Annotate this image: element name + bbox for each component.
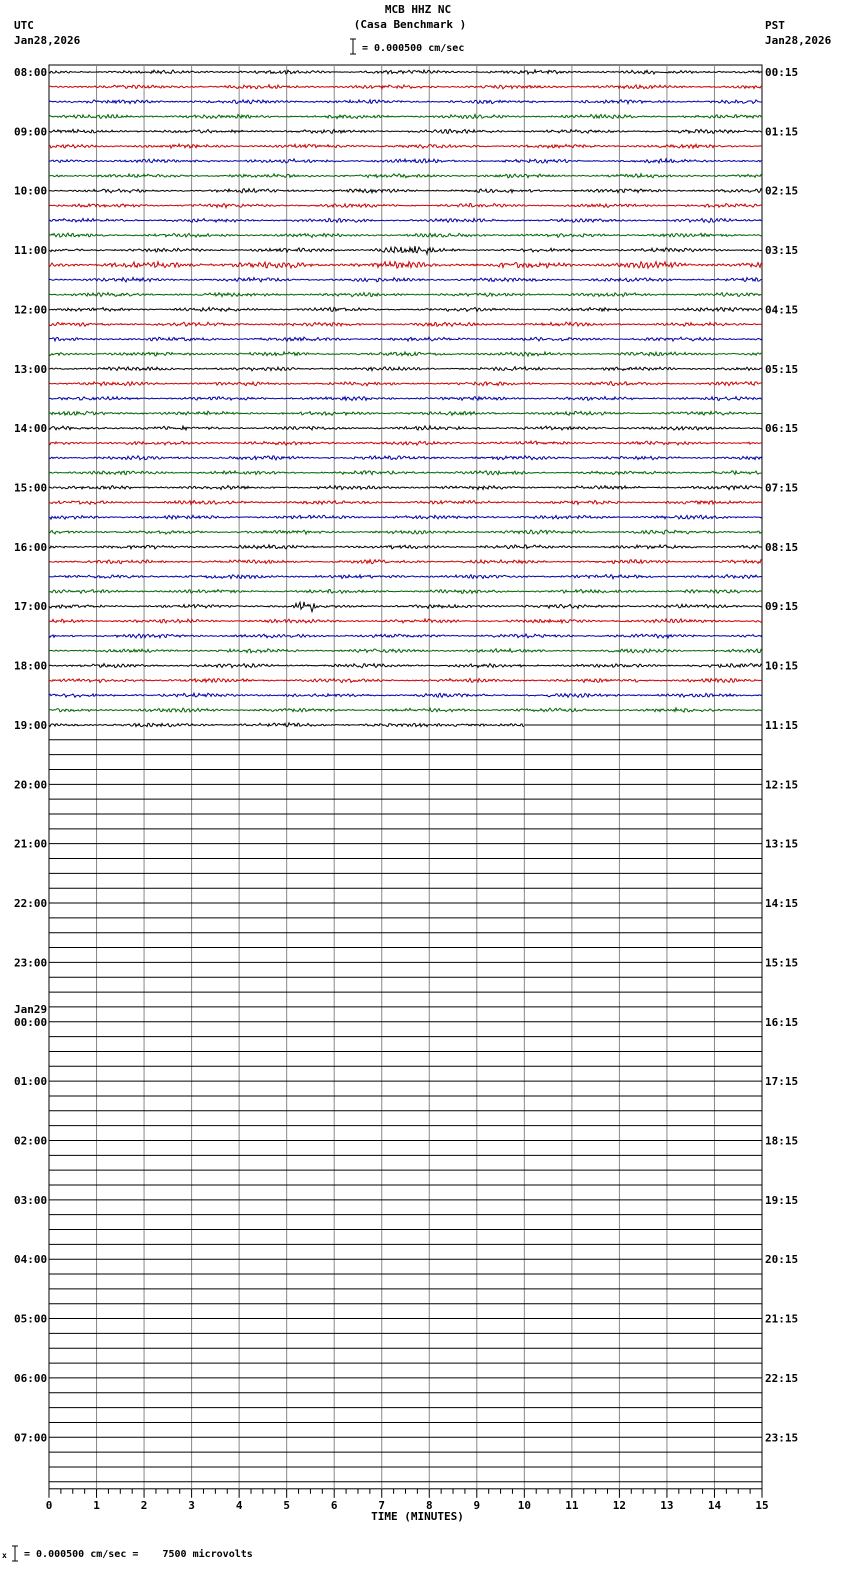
x-tick-label: 10 (517, 1498, 531, 1512)
utc-time-label: 03:00 (14, 1193, 48, 1207)
pst-time-label: 04:15 (765, 303, 799, 317)
utc-time-label: 17:00 (14, 600, 48, 614)
seismic-trace (49, 100, 762, 104)
x-tick-label: 6 (330, 1498, 338, 1512)
seismic-trace (49, 456, 762, 460)
seismic-trace (49, 619, 762, 623)
pst-time-label: 18:15 (765, 1134, 799, 1148)
seismic-trace (49, 708, 762, 712)
utc-time-label: 00:00 (14, 1015, 48, 1029)
utc-time-label: 13:00 (14, 362, 48, 376)
seismic-trace (49, 560, 762, 564)
pst-time-label: 19:15 (765, 1193, 799, 1207)
x-tick-label: 12 (612, 1498, 627, 1512)
seismic-trace (49, 426, 762, 430)
x-tick-label: 5 (283, 1498, 290, 1512)
utc-time-label: 22:00 (14, 897, 48, 911)
seismic-trace (49, 382, 762, 386)
seismic-trace (49, 634, 762, 638)
utc-time-label: 06:00 (14, 1371, 48, 1385)
seismic-trace (49, 515, 762, 519)
seismic-trace (49, 500, 762, 504)
seismic-trace (49, 293, 762, 297)
x-tick-label: 4 (235, 1498, 243, 1512)
pst-time-label: 00:15 (765, 66, 799, 79)
pst-time-label: 23:15 (765, 1431, 799, 1445)
utc-time-label: 08:00 (14, 66, 48, 79)
seismic-trace (49, 471, 762, 475)
utc-time-label: 01:00 (14, 1075, 48, 1089)
utc-date-label: Jan29 (14, 1002, 48, 1016)
seismic-trace (49, 218, 762, 222)
x-tick-label: 8 (425, 1498, 433, 1512)
footer-scale-bar-icon (10, 1545, 20, 1563)
pst-time-label: 10:15 (765, 659, 799, 673)
pst-time-label: 09:15 (765, 600, 799, 614)
seismic-trace (49, 114, 762, 118)
seismic-trace (49, 367, 762, 371)
seismic-trace (49, 602, 762, 612)
utc-time-label: 05:00 (14, 1312, 48, 1326)
x-tick-label: 2 (140, 1498, 148, 1512)
right-date-label: Jan28,2026 (765, 34, 832, 47)
pst-time-label: 06:15 (765, 422, 799, 436)
pst-time-label: 07:15 (765, 481, 799, 495)
seismic-trace (49, 397, 762, 401)
pst-time-label: 05:15 (765, 362, 799, 376)
seismic-trace (49, 693, 762, 697)
footer-mark: x (2, 1551, 7, 1560)
utc-time-label: 18:00 (14, 659, 48, 673)
seismic-trace (49, 174, 762, 178)
left-zone-label: UTC (14, 19, 34, 32)
seismic-trace (49, 85, 762, 89)
x-tick-label: 14 (707, 1498, 722, 1512)
station-location: (Casa Benchmark ) (353, 18, 467, 31)
seismic-trace (49, 530, 762, 534)
pst-time-label: 02:15 (765, 184, 799, 198)
seismic-trace (49, 129, 762, 133)
pst-time-label: 20:15 (765, 1253, 799, 1267)
pst-time-label: 22:15 (765, 1371, 799, 1385)
footer-scale-note: = 0.000500 cm/sec = 7500 microvolts (24, 1549, 253, 1560)
utc-time-label: 07:00 (14, 1431, 48, 1445)
seismic-trace (49, 204, 762, 208)
seismic-trace (49, 262, 762, 269)
utc-time-label: 10:00 (14, 184, 48, 198)
left-date-label: Jan28,2026 (14, 34, 81, 47)
utc-time-label: 20:00 (14, 778, 48, 792)
utc-time-label: 16:00 (14, 540, 48, 554)
utc-time-label: 15:00 (14, 481, 48, 495)
pst-time-label: 15:15 (765, 956, 799, 970)
utc-time-label: 23:00 (14, 956, 48, 970)
seismic-trace (49, 352, 762, 356)
station-title: MCB HHZ NC (384, 3, 452, 16)
seismic-trace (49, 233, 762, 237)
x-tick-label: 15 (755, 1498, 769, 1512)
seismic-trace (49, 159, 762, 163)
pst-time-label: 21:15 (765, 1312, 799, 1326)
right-zone-label: PST (765, 19, 785, 32)
pst-time-label: 12:15 (765, 778, 799, 792)
utc-time-label: 09:00 (14, 125, 48, 139)
seismic-trace (49, 337, 762, 341)
scale-label: = 0.000500 cm/sec (362, 43, 465, 54)
seismic-trace (49, 144, 762, 148)
seismic-trace (49, 679, 762, 683)
seismic-trace (49, 664, 762, 668)
seismic-trace (49, 486, 762, 490)
x-tick-label: 3 (188, 1498, 195, 1512)
seismic-trace (49, 649, 762, 653)
plot-frame (49, 65, 762, 1489)
seismic-trace (49, 189, 762, 193)
utc-time-label: 19:00 (14, 718, 48, 732)
pst-time-label: 14:15 (765, 897, 799, 911)
seismic-trace (49, 307, 762, 311)
utc-time-label: 04:00 (14, 1253, 48, 1267)
pst-time-label: 17:15 (765, 1075, 799, 1089)
pst-time-label: 11:15 (765, 718, 799, 732)
x-tick-label: 13 (660, 1498, 674, 1512)
pst-time-label: 16:15 (765, 1015, 799, 1029)
seismic-trace (49, 411, 762, 415)
seismic-trace (49, 278, 762, 282)
pst-time-label: 08:15 (765, 540, 799, 554)
utc-time-label: 12:00 (14, 303, 48, 317)
x-tick-label: 11 (565, 1498, 579, 1512)
x-tick-label: 0 (45, 1498, 53, 1512)
utc-time-label: 11:00 (14, 244, 48, 258)
x-tick-label: 7 (378, 1498, 386, 1512)
utc-time-label: 14:00 (14, 422, 48, 436)
seismic-trace (49, 322, 762, 326)
seismic-trace (49, 545, 762, 549)
x-axis-title: TIME (MINUTES) (371, 1509, 464, 1523)
pst-time-label: 13:15 (765, 837, 799, 851)
pst-time-label: 03:15 (765, 244, 799, 258)
seismic-trace (49, 246, 762, 254)
utc-time-label: 21:00 (14, 837, 48, 851)
x-tick-label: 1 (93, 1498, 100, 1512)
seismic-trace (49, 441, 762, 445)
x-tick-label: 9 (473, 1498, 481, 1512)
utc-time-label: 02:00 (14, 1134, 48, 1148)
seismic-trace (49, 575, 762, 579)
pst-time-label: 01:15 (765, 125, 799, 139)
seismic-trace (49, 70, 762, 74)
seismic-trace (49, 589, 762, 593)
